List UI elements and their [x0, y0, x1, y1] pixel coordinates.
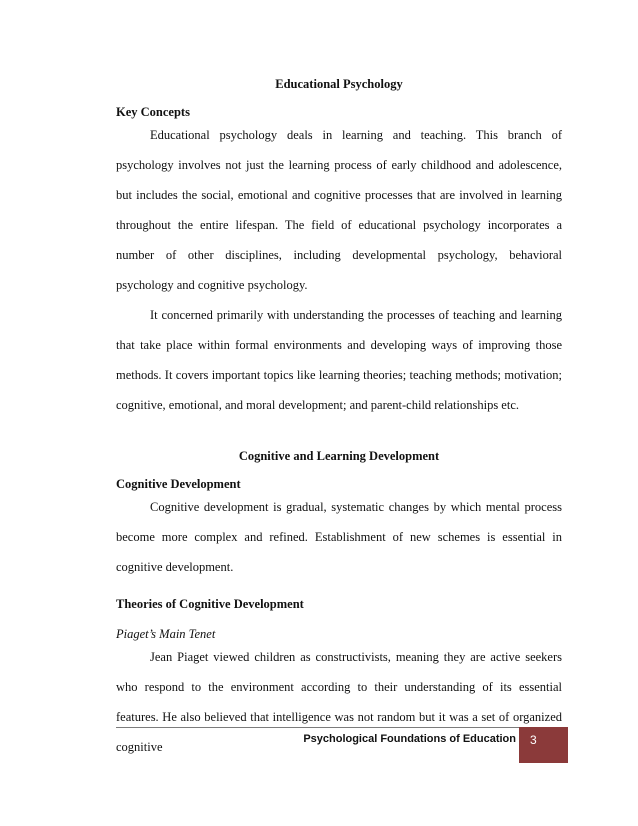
- cognitive-development-subheading: Cognitive Development: [116, 477, 241, 491]
- footer-title: Psychological Foundations of Education: [303, 733, 516, 745]
- theories-heading: Theories of Cognitive Development: [116, 597, 304, 611]
- key-concepts-paragraph-1: Educational psychology deals in learning and teaching. This branch of psychology involves not just the learning process of early childhood and adolescence, but includes the social, emotional and cognitive processes that are involved in learning throughout the entire lifespan. The field of educational psychology incorporates a number of other disciplines, including developmental psychology, behavioral psychology and cognitive psychology.: [116, 128, 562, 292]
- key-concepts-heading: Key Concepts: [116, 105, 190, 119]
- document-content: [116, 62, 562, 762]
- cognitive-learning-heading: Cognitive and Learning Development: [238, 449, 440, 463]
- document-title: Educational Psychology: [275, 77, 403, 91]
- footer-rule: [116, 727, 519, 728]
- key-concepts-paragraph-2: It concerned primarily with understanding the processes of teaching and learning that take place within formal environments and developing ways of improving those methods. It covers important topics like learning theories; teaching methods; motivation; cognitive, emotional, and moral development; and parent-child relationships etc.: [116, 308, 562, 412]
- page-number: 3: [530, 733, 537, 747]
- page-number-box: [519, 727, 568, 763]
- piaget-subheading: Piaget’s Main Tenet: [116, 627, 216, 641]
- piaget-paragraph: Jean Piaget viewed children as constructivists, meaning they are active seekers who respond to the environment according to their understanding of its essential features. He also believed that intelligence was not random but it was a set of organized cognitive: [116, 650, 562, 754]
- cognitive-development-paragraph: Cognitive development is gradual, systematic changes by which mental process become more complex and refined. Establishment of new schemes is essential in cognitive development.: [116, 500, 562, 574]
